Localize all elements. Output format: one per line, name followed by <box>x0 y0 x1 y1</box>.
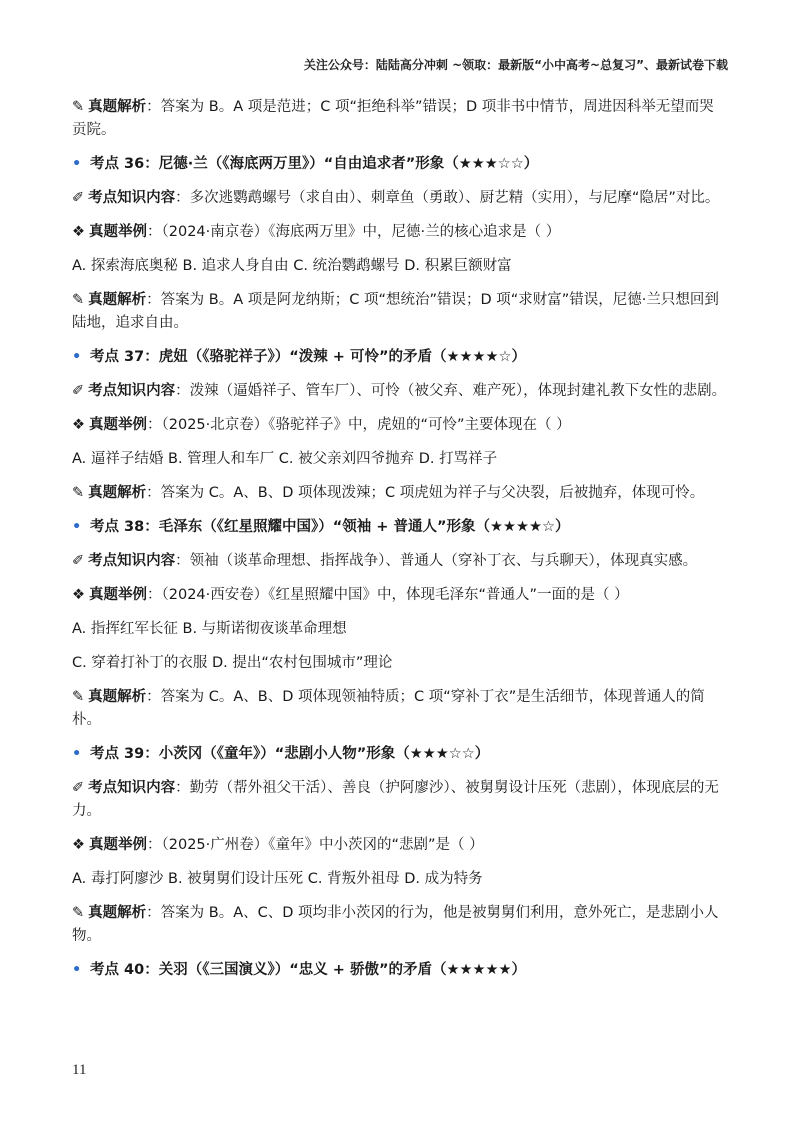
analysis-paragraph: ✎ 真题解析：答案为 C。A、B、D 项体现泼辣；C 项虎妞为祥子与父决裂，后被抛弃，体现可怜。 <box>72 485 705 501</box>
section-heading: • 考点 37：虎妞（《骆驼祥子》）“泼辣 + 可怜”的矛盾（★★★★☆） <box>72 346 728 369</box>
diamond-icon: ❖ <box>72 587 85 603</box>
page-content <box>72 96 728 993</box>
knowledge-paragraph: ✐ 考点知识内容：勤劳（帮外祖父干活）、善良（护阿廖沙）、被舅舅设计压死（悲剧），体现底层的无力。 <box>72 780 719 819</box>
section-heading: • 考点 40：关羽（《三国演义》）“忠义 + 骄傲”的矛盾（★★★★★） <box>72 959 728 982</box>
section-heading: • 考点 39：小茨冈（《童年》）“悲剧小人物”形象（★★★☆☆） <box>72 743 728 766</box>
options-line: A. 探索海底奥秘 B. 追求人身自由 C. 统治鹦鹉螺号 D. 积累巨额财富 <box>72 258 512 274</box>
example-paragraph: ❖ 真题举例：（2024·西安卷）《红星照耀中国》中，体现毛泽东“普通人”一面的是（ ） <box>72 587 629 603</box>
section-heading: • 考点 36：尼德·兰（《海底两万里》）“自由追求者”形象（★★★☆☆） <box>72 153 728 176</box>
bullet-icon: • <box>72 746 82 762</box>
bullet-icon: • <box>72 156 82 172</box>
pencil-icon: ✎ <box>72 689 85 705</box>
options-line: A. 毒打阿廖沙 B. 被舅舅们设计压死 C. 背叛外祖母 D. 成为特务 <box>72 871 483 887</box>
pencil-icon: ✎ <box>72 99 85 115</box>
pencil-icon: ✐ <box>72 383 85 399</box>
diamond-icon: ❖ <box>72 224 85 240</box>
page-header: 关注公众号：陆陆高分冲刺 ~领取：最新版“小中高考~总复习”、最新试卷下载 <box>303 58 728 72</box>
analysis-paragraph: ✎ 真题解析：答案为 B。A 项是阿龙纳斯；C 项“想统治”错误；D 项“求财富”错误，尼德·兰只想回到陆地，追求自由。 <box>72 292 719 331</box>
diamond-icon: ❖ <box>72 417 85 433</box>
pencil-icon: ✐ <box>72 190 85 206</box>
options-line: A. 逼祥子结婚 B. 管理人和车厂 C. 被父亲刘四爷抛弃 D. 打骂祥子 <box>72 451 498 467</box>
analysis-paragraph: ✎ 真题解析：答案为 C。A、B、D 项体现领袖特质；C 项“穿补丁衣”是生活细节，体现普通人的简朴。 <box>72 689 705 728</box>
knowledge-paragraph: ✐ 考点知识内容：多次逃鹦鹉螺号（求自由）、刺章鱼（勇敢）、厨艺精（实用），与尼摩“隐居”对比。 <box>72 190 720 206</box>
options-line: A. 指挥红军长征 B. 与斯诺彻夜谈革命理想 <box>72 621 347 637</box>
pencil-icon: ✐ <box>72 780 85 796</box>
pencil-icon: ✎ <box>72 905 85 921</box>
pencil-icon: ✐ <box>72 553 85 569</box>
analysis-paragraph: ✎ 真题解析：答案为 B。A 项是范进；C 项“拒绝科举”错误；D 项非书中情节，周进因科举无望而哭贡院。 <box>72 99 714 138</box>
example-paragraph: ❖ 真题举例：（2024·南京卷）《海底两万里》中，尼德·兰的核心追求是（ ） <box>72 224 561 240</box>
example-paragraph: ❖ 真题举例：（2025·广州卷）《童年》中小茨冈的“悲剧”是（ ） <box>72 837 484 853</box>
options-line: C. 穿着打补丁的衣服 D. 提出“农村包围城市”理论 <box>72 655 393 671</box>
bullet-icon: • <box>72 962 82 978</box>
pencil-icon: ✎ <box>72 292 85 308</box>
example-paragraph: ❖ 真题举例：（2025·北京卷）《骆驼祥子》中，虎妞的“可怜”主要体现在（ ） <box>72 417 571 433</box>
section-heading: • 考点 38：毛泽东（《红星照耀中国》）“领袖 + 普通人”形象（★★★★☆） <box>72 516 728 539</box>
diamond-icon: ❖ <box>72 837 85 853</box>
analysis-paragraph: ✎ 真题解析：答案为 B。A、C、D 项均非小茨冈的行为，他是被舅舅们利用，意外死亡，是悲剧小人物。 <box>72 905 719 944</box>
bullet-icon: • <box>72 519 82 535</box>
bullet-icon: • <box>72 349 82 365</box>
page-number: 11 <box>72 1062 87 1078</box>
knowledge-paragraph: ✐ 考点知识内容：领袖（谈革命理想、指挥战争）、普通人（穿补丁衣、与兵聊天），体现真实感。 <box>72 553 698 569</box>
pencil-icon: ✎ <box>72 485 85 501</box>
knowledge-paragraph: ✐ 考点知识内容：泼辣（逼婚祥子、管车厂）、可怜（被父弃、难产死），体现封建礼教下女性的悲剧。 <box>72 383 727 399</box>
